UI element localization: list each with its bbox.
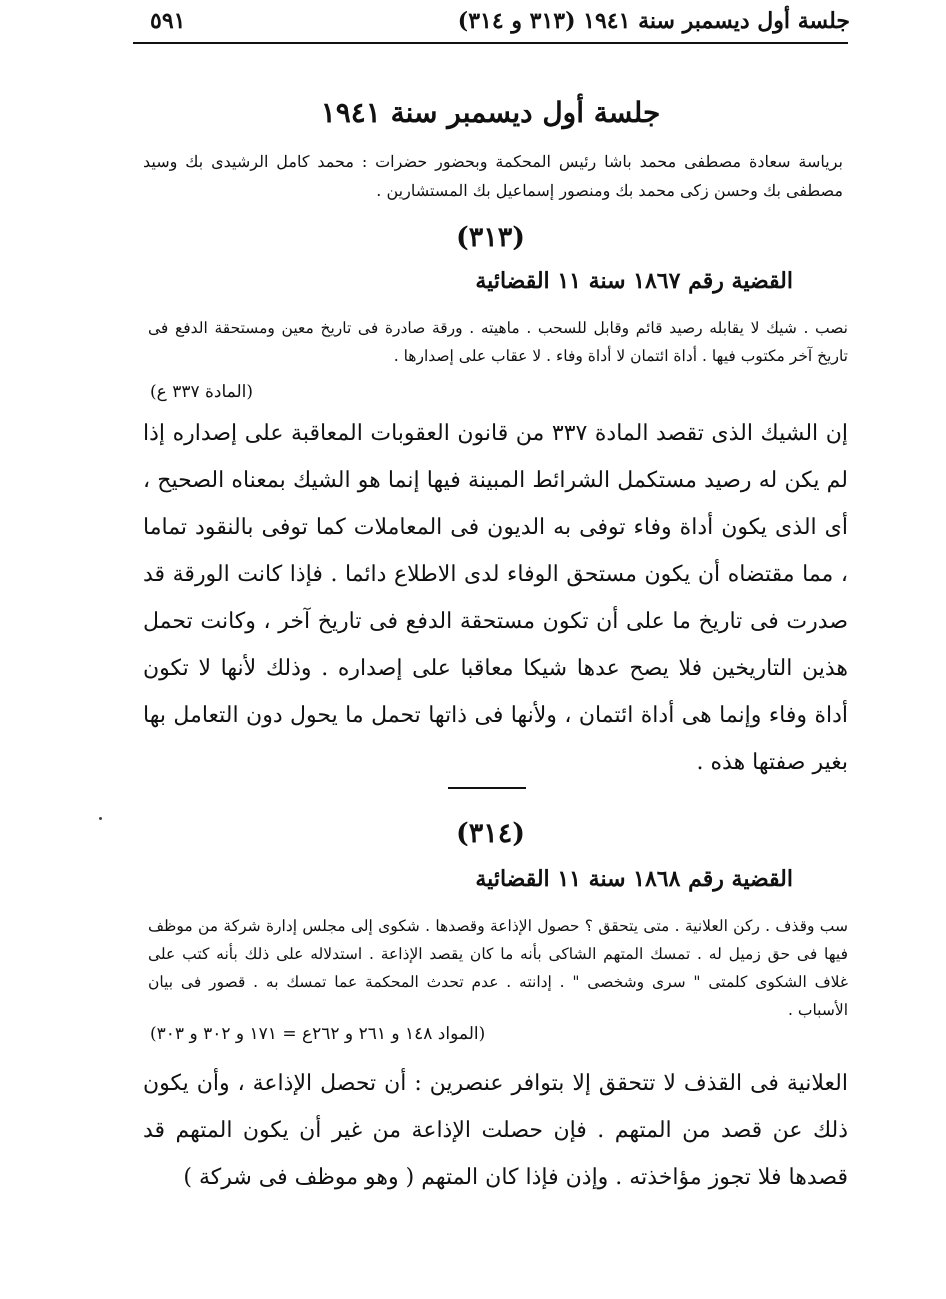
session-title: جلسة أول ديسمبر سنة ١٩٤١: [320, 96, 661, 129]
case-314-article-ref: (المواد ١٤٨ و ٢٦١ و ٢٦٢ع = ١٧١ و ٣٠٢ و ٣٠٣): [150, 1024, 486, 1044]
case-313-heading: القضية رقم ١٨٦٧ سنة ١١ القضائية: [475, 268, 793, 294]
case-314-body: العلانية فى القذف لا تتحقق إلا بتوافر عنصرين : أن تحصل الإذاعة ، وأن يكون ذلك عن قصد من المتهم . فإن حصلت الإذاعة من غير أن يكون المتهم قد قصدها فلا تجوز مؤاخذته . وإذن فإذا كان المتهم ( وهو موظف فى شركة ): [143, 1071, 848, 1190]
running-header: [150, 8, 850, 38]
presidency-line: برياسة سعادة مصطفى محمد باشا رئيس المحكمة وبحضور حضرات : محمد كامل الرشيدى بك وسيد مصطفى بك وحسن زكى محمد بك ومنصور إسماعيل بك المستشارين .: [143, 152, 843, 200]
running-title: جلسة أول ديسمبر سنة ١٩٤١ (٣١٣ و ٣١٤): [457, 8, 850, 34]
header-rule: [133, 42, 848, 44]
case-313-article-ref: (المادة ٣٣٧ ع): [150, 382, 254, 402]
case-313-number: (٣١٣): [455, 222, 526, 253]
margin-dot: [99, 817, 102, 820]
section-separator: [448, 787, 526, 789]
case-313-summary: نصب . شيك لا يقابله رصيد قائم وقابل للسحب . ماهيته . ورقة صادرة فى تاريخ معين ومستحقة الدفع فى تاريخ آخر مكتوب فيها . أداة ائتمان لا أداة وفاء . لا عقاب على إصدارها .: [148, 319, 848, 365]
case-314-heading: القضية رقم ١٨٦٨ سنة ١١ القضائية: [475, 866, 793, 892]
case-314-summary: سب وقذف . ركن العلانية . متى يتحقق ؟ حصول الإذاعة وقصدها . شكوى إلى مجلس إدارة شركة من موظف فيها فى حق زميل له . تمسك المتهم الشاكى بأنه ما كان يقصد الإذاعة . استدلاله على ذلك بأنه كتب على غلاف الشكوى كلمتى " سرى وشخصى " . إدانته . عدم تحدث المحكمة عما تمسك به . قصور فى بيان الأسباب .: [148, 917, 848, 1019]
page-number: ٥٩١: [150, 8, 186, 34]
case-314-number: (٣١٤): [455, 818, 526, 849]
case-313-body: إن الشيك الذى تقصد المادة ٣٣٧ من قانون العقوبات المعاقبة على إصداره إذا لم يكن له رصيد مستكمل الشرائط المبينة فيها إنما هو الشيك بمعناه الصحيح ، أى الذى يكون أداة وفاء توفى به الديون فى المعاملات كما توفى بالنقود تماما ، مما مقتضاه أن يكون مستحق الوفاء لدى الاطلاع دائما . فإذا كانت الورقة قد صدرت فى تاريخ ما على أن تكون مستحقة الدفع فى تاريخ آخر ، وكانت تحمل هذين التاريخين فلا يصح عدها شيكا معاقبا على إصداره . وذلك لأنها لا تكون أداة وفاء وإنما هى أداة ائتمان ، ولأنها فى ذاتها تحمل ما يحول دون التعامل بها بغير صفتها هذه .: [143, 421, 848, 775]
